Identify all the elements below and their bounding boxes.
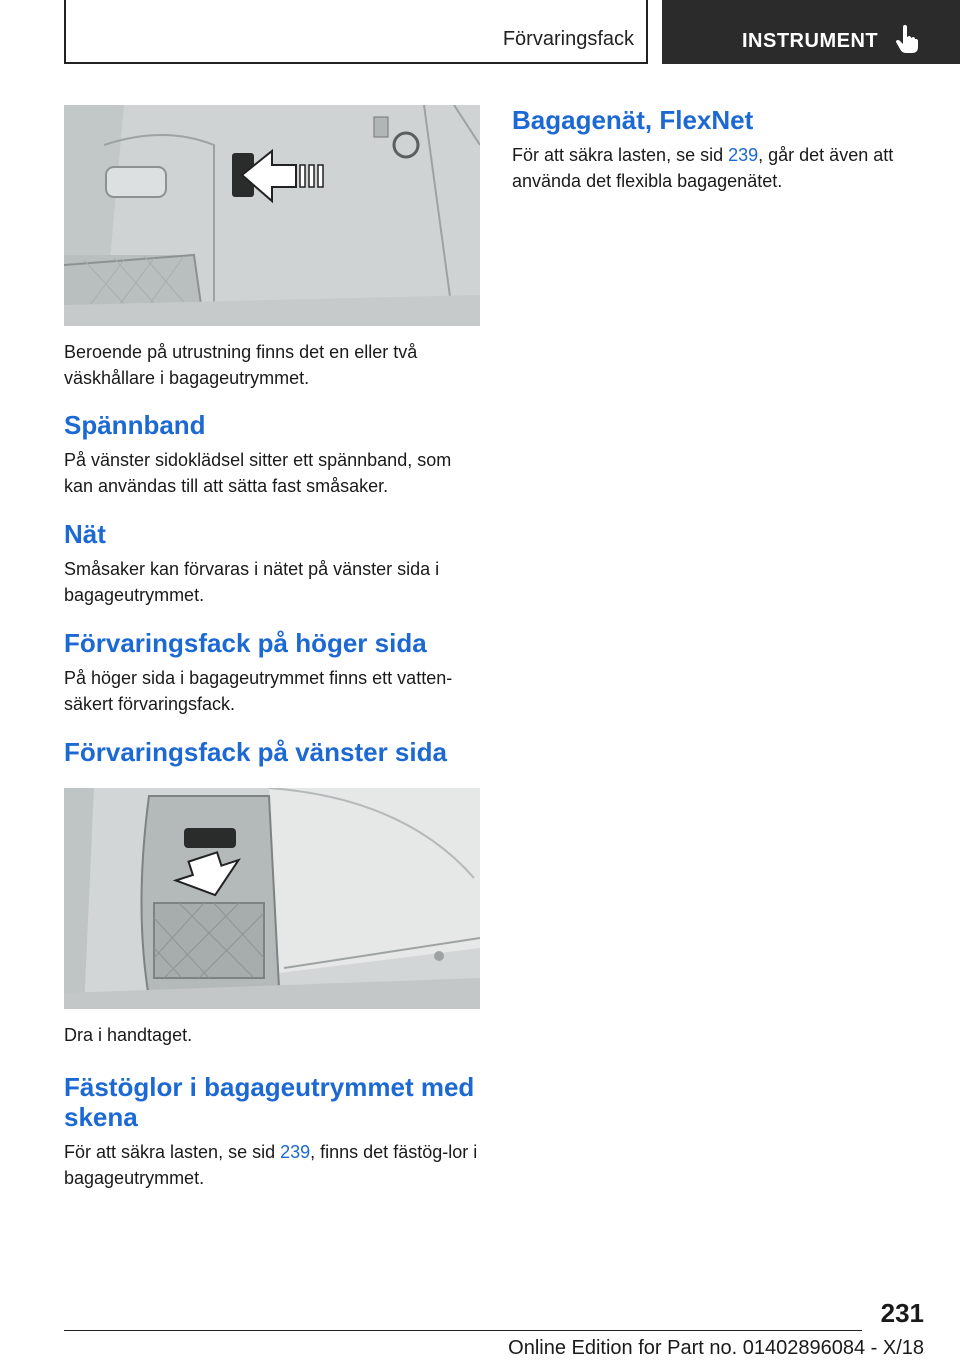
heading-flexnet: Bagagenät, FlexNet bbox=[512, 105, 754, 135]
fastoglor-text: För att säkra lasten, se sid 239, finns det fästög-lor i bagageutrymmet. bbox=[64, 1142, 478, 1188]
page-number: 231 bbox=[880, 1298, 924, 1328]
spannband-text: På vänster sidoklädsel sitter ett spännband, som kan användas till att sätta fast småsaker. bbox=[64, 450, 452, 496]
heading-nat: Nät bbox=[64, 519, 106, 549]
left-storage-compartment-image bbox=[64, 788, 480, 1009]
heading-spannband: Spännband bbox=[64, 410, 206, 440]
storage-right-text: På höger sida i bagageutrymmet finns ett vatten-säkert förvaringsfack. bbox=[64, 668, 453, 714]
heading-storage-right: Förvaringsfack på höger sida bbox=[64, 628, 427, 658]
bag-holder-text: Beroende på utrustning finns det en eller två väskhållare i bagageutrymmet. bbox=[64, 342, 418, 388]
heading-fastoglor: Fästöglor i bagageutrymmet med skena bbox=[64, 1072, 475, 1132]
header-section-box bbox=[64, 0, 648, 64]
chapter-tab[interactable] bbox=[662, 0, 960, 64]
flexnet-text: För att säkra lasten, se sid 239, går det även att använda det flexibla bagagenätet. bbox=[512, 145, 894, 191]
left-column bbox=[64, 105, 480, 1191]
section-title: Förvaringsfack bbox=[502, 28, 634, 50]
footer-divider bbox=[64, 1330, 862, 1331]
heading-storage-left: Förvaringsfack på vänster sida bbox=[64, 737, 447, 767]
nat-text: Småsaker kan förvaras i nätet på vänster sida i bagageutrymmet. bbox=[64, 559, 440, 605]
page-link-239[interactable]: 239 bbox=[728, 145, 759, 165]
right-column bbox=[512, 105, 922, 194]
pull-handle-text: Dra i handtaget. bbox=[64, 1025, 193, 1045]
page-link-239[interactable]: 239 bbox=[280, 1142, 311, 1162]
edition-note: Online Edition for Part no. 01402896084 - X/18 bbox=[508, 1337, 924, 1359]
chapter-title: INSTRUMENT bbox=[742, 30, 879, 52]
hand-pointer-icon bbox=[896, 25, 918, 58]
trunk-bag-holder-image bbox=[64, 105, 480, 326]
